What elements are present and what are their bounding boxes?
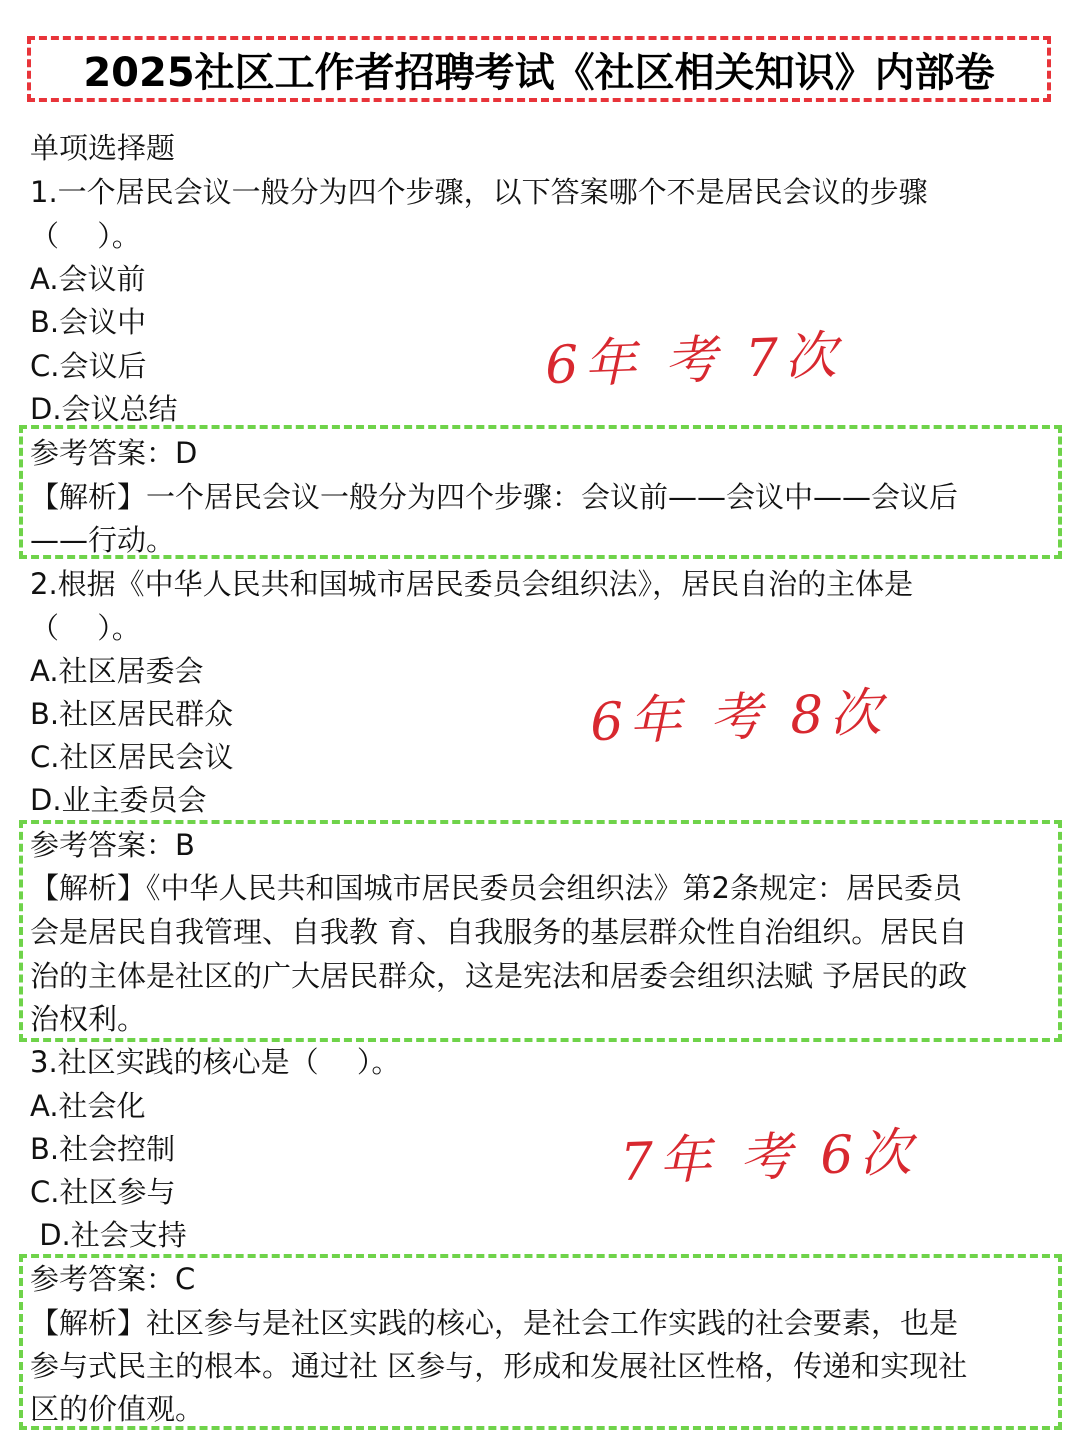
question-3-option-c: C.社区参与 <box>30 1175 176 1209</box>
question-2-stem-line-2: （ ）。 <box>30 611 141 645</box>
question-3-option-b: B.社会控制 <box>30 1132 176 1166</box>
question-1-stem-line-1: 1.一个居民会议一般分为四个步骤，以下答案哪个不是居民会议的步骤 <box>30 175 928 209</box>
question-1-option-d: D.会议总结 <box>30 392 178 426</box>
question-3-stem-line-1: 3.社区实践的核心是（ ）。 <box>30 1045 401 1079</box>
question-3-option-d: D.社会支持 <box>30 1218 187 1252</box>
question-2-option-c: C.社区居民会议 <box>30 740 234 774</box>
question-1-stem-line-2: （ ）。 <box>30 219 141 253</box>
question-2-frequency-stamp: 6年 考 8次 <box>589 682 889 754</box>
question-1-analysis-line-1: 【解析】一个居民会议一般分为四个步骤：会议前——会议中——会议后 <box>30 480 959 514</box>
question-1-answer: 参考答案：D <box>30 436 198 470</box>
question-3-analysis-line-3: 区的价值观。 <box>30 1392 205 1426</box>
question-3-frequency-stamp: 7年 考 6次 <box>619 1122 919 1194</box>
question-3-analysis-line-1: 【解析】社区参与是社区实践的核心，是社会工作实践的社会要素，也是 <box>30 1306 959 1340</box>
question-2-option-d: D.业主委员会 <box>30 783 207 817</box>
question-2-analysis-line-4: 治权利。 <box>30 1002 147 1036</box>
page-title: 2025社区工作者招聘考试《社区相关知识》内部卷 <box>83 49 995 96</box>
question-3-analysis-line-2: 参与式民主的根本。通过社 区参与，形成和发展社区性格，传递和实现社 <box>30 1349 968 1383</box>
question-1-option-a: A.会议前 <box>30 262 146 296</box>
question-1-option-b: B.会议中 <box>30 305 147 339</box>
question-1-option-c: C.会议后 <box>30 349 147 383</box>
question-3-option-a: A.社会化 <box>30 1089 146 1123</box>
question-2-option-a: A.社区居委会 <box>30 654 204 688</box>
question-2-stem-line-1: 2.根据《中华人民共和国城市居民委员会组织法》，居民自治的主体是 <box>30 567 914 601</box>
question-3-answer: 参考答案：C <box>30 1262 196 1296</box>
question-2-option-b: B.社区居民群众 <box>30 697 234 731</box>
section-heading: 单项选择题 <box>30 131 176 165</box>
question-2-analysis-line-2: 会是居民自我管理、自我教 育、自我服务的基层群众性自治组织。居民自 <box>30 915 968 949</box>
question-1-analysis-line-2: ——行动。 <box>30 523 176 557</box>
question-1-frequency-stamp: 6年 考 7次 <box>544 325 844 397</box>
question-2-analysis-line-1: 【解析】《中华人民共和国城市居民委员会组织法》第2条规定：居民委员 <box>30 871 962 905</box>
question-2-analysis-line-3: 治的主体是社区的广大居民群众，这是宪法和居委会组织法赋 予居民的政 <box>30 959 968 993</box>
question-2-answer: 参考答案：B <box>30 828 195 862</box>
title-banner <box>27 36 1051 102</box>
